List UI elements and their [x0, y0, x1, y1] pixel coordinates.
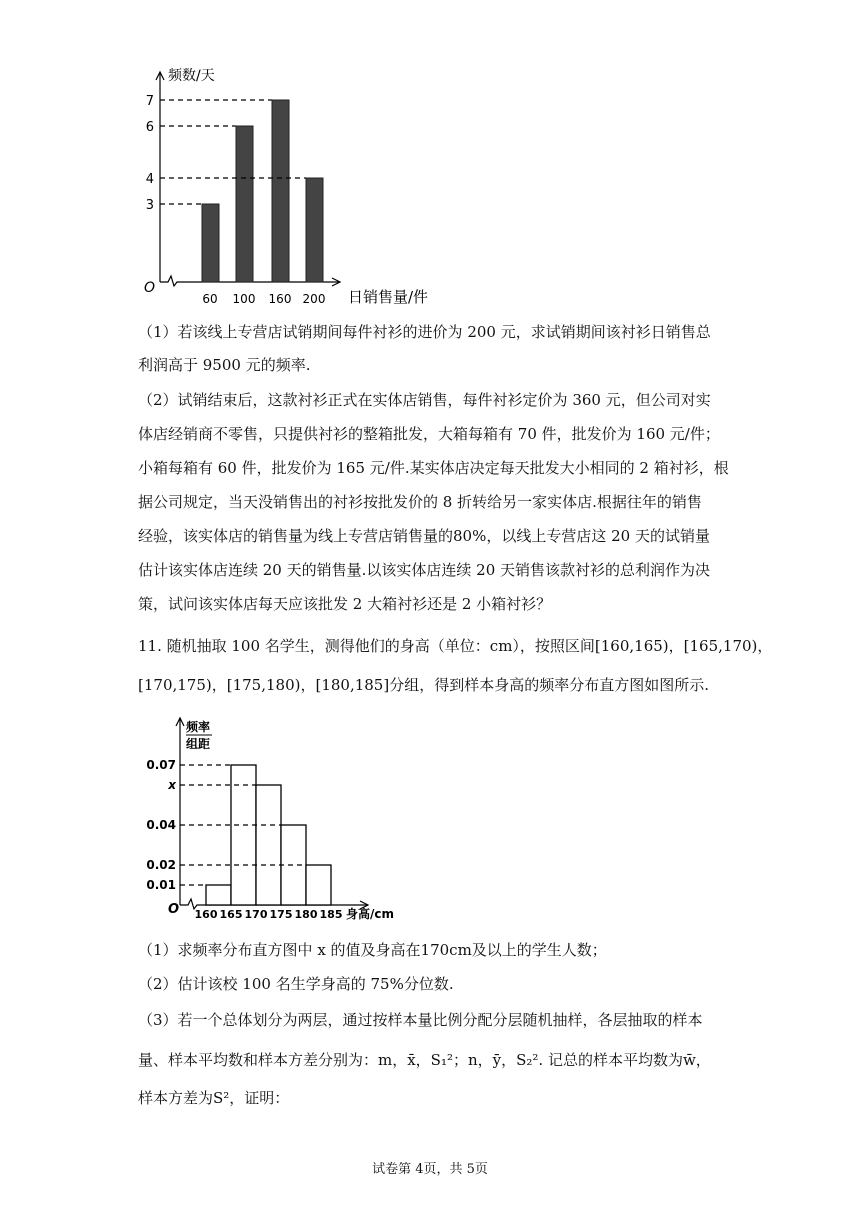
- x-tick-label: 160: [268, 292, 292, 306]
- q10-part2-line3: 小箱每箱有 60 件，批发价为 165 元/件.某实体店决定每天批发大小相同的 2 箱衬衫，根: [138, 459, 729, 477]
- x-tick-label: 175: [269, 908, 293, 921]
- bar: [272, 100, 289, 282]
- q10-part2-line6: 估计该实体店连续 20 天的销售量.以该实体店连续 20 天销售该款衬衫的总利润作为决: [138, 561, 711, 579]
- origin-label: O: [168, 902, 180, 917]
- histogram-bar: [281, 825, 306, 905]
- x-tick-label: 180: [294, 908, 318, 921]
- x-axis-label: 日销售量/件: [348, 288, 429, 306]
- bar: [202, 204, 219, 282]
- y-tick-label: 0.01: [146, 878, 176, 892]
- x-tick-label: 100: [232, 292, 256, 306]
- x-tick-label: 160: [194, 908, 218, 921]
- histogram-bar: [306, 865, 331, 905]
- q11-part3-line1: （3）若一个总体划分为两层，通过按样本量比例分配分层随机抽样，各层抽取的样本: [138, 1011, 703, 1029]
- q11-intro-line1: 11. 随机抽取 100 名学生，测得他们的身高（单位：cm），按照区间[160,165)，[165,170)，: [138, 637, 773, 655]
- q10-part1-line2: 利润高于 9500 元的频率.: [138, 356, 311, 374]
- q10-part2-line4: 据公司规定，当天没销售出的衬衫按批发价的 8 折转给另一家实体店.根据往年的销售: [138, 493, 702, 511]
- bar: [306, 178, 323, 282]
- histogram-bar: [206, 885, 231, 905]
- q10-part2-line5: 经验，该实体店的销售量为线上专营店销售量的80%，以线上专营店这 20 天的试销量: [138, 527, 710, 545]
- q11-part3-line3: 样本方差为S²，证明：: [138, 1089, 290, 1107]
- y-axis-label-bottom: 组距: [186, 737, 211, 751]
- y-tick-label: 7: [145, 94, 154, 109]
- q10-part1-line1: （1）若该线上专营店试销期间每件衬衫的进价为 200 元，求试销期间该衬衫日销售总: [138, 323, 711, 341]
- q10-part2-line2: 体店经销商不零售，只提供衬衫的整箱批发，大箱每箱有 70 件，批发价为 160 元/件；: [138, 425, 720, 443]
- q10-part2-line7: 策，试问该实体店每天应该批发 2 大箱衬衫还是 2 小箱衬衫？: [138, 595, 552, 613]
- sales-frequency-bar-chart: [130, 60, 450, 310]
- x-tick-label: 200: [302, 292, 326, 306]
- y-tick-label: 4: [145, 172, 154, 187]
- y-tick-label: 0.02: [146, 858, 176, 872]
- q11-intro-line2: [170,175)，[175,180)，[180,185]分组，得到样本身高的频率分布直方图如图所示.: [138, 676, 709, 694]
- q11-part2: （2）估计该校 100 名生学身高的 75%分位数.: [138, 975, 454, 993]
- q11-part3-line2: 量、样本平均数和样本方差分别为：m，x̄，S₁²；n，ȳ，S₂². 记总的样本平均数为w̄，: [138, 1051, 711, 1069]
- y-tick-label: 3: [145, 198, 154, 213]
- y-tick-label: 0.07: [146, 758, 176, 772]
- origin-label: O: [144, 280, 156, 296]
- height-frequency-histogram: [140, 712, 420, 922]
- q10-part2-line1: （2）试销结束后，这款衬衫正式在实体店销售，每件衬衫定价为 360 元，但公司对实: [138, 391, 711, 409]
- y-axis-label-top: 频率: [186, 720, 211, 734]
- page-footer: 试卷第 4页，共 5页: [372, 1162, 488, 1177]
- y-tick-label: x: [168, 778, 176, 792]
- q11-part1: （1）求频率分布直方图中 x 的值及身高在170cm及以上的学生人数；: [138, 941, 607, 959]
- x-tick-label: 60: [202, 292, 218, 306]
- x-tick-label: 170: [244, 908, 268, 921]
- y-tick-label: 6: [145, 120, 154, 135]
- histogram-bar: [231, 765, 256, 905]
- histogram-bar: [256, 785, 281, 905]
- bar: [236, 126, 253, 282]
- y-axis-label: 频数/天: [168, 68, 215, 84]
- x-axis-label: 身高/cm: [346, 907, 395, 921]
- y-tick-label: 0.04: [146, 818, 176, 832]
- x-tick-label: 185: [319, 908, 343, 921]
- x-tick-label: 165: [219, 908, 243, 921]
